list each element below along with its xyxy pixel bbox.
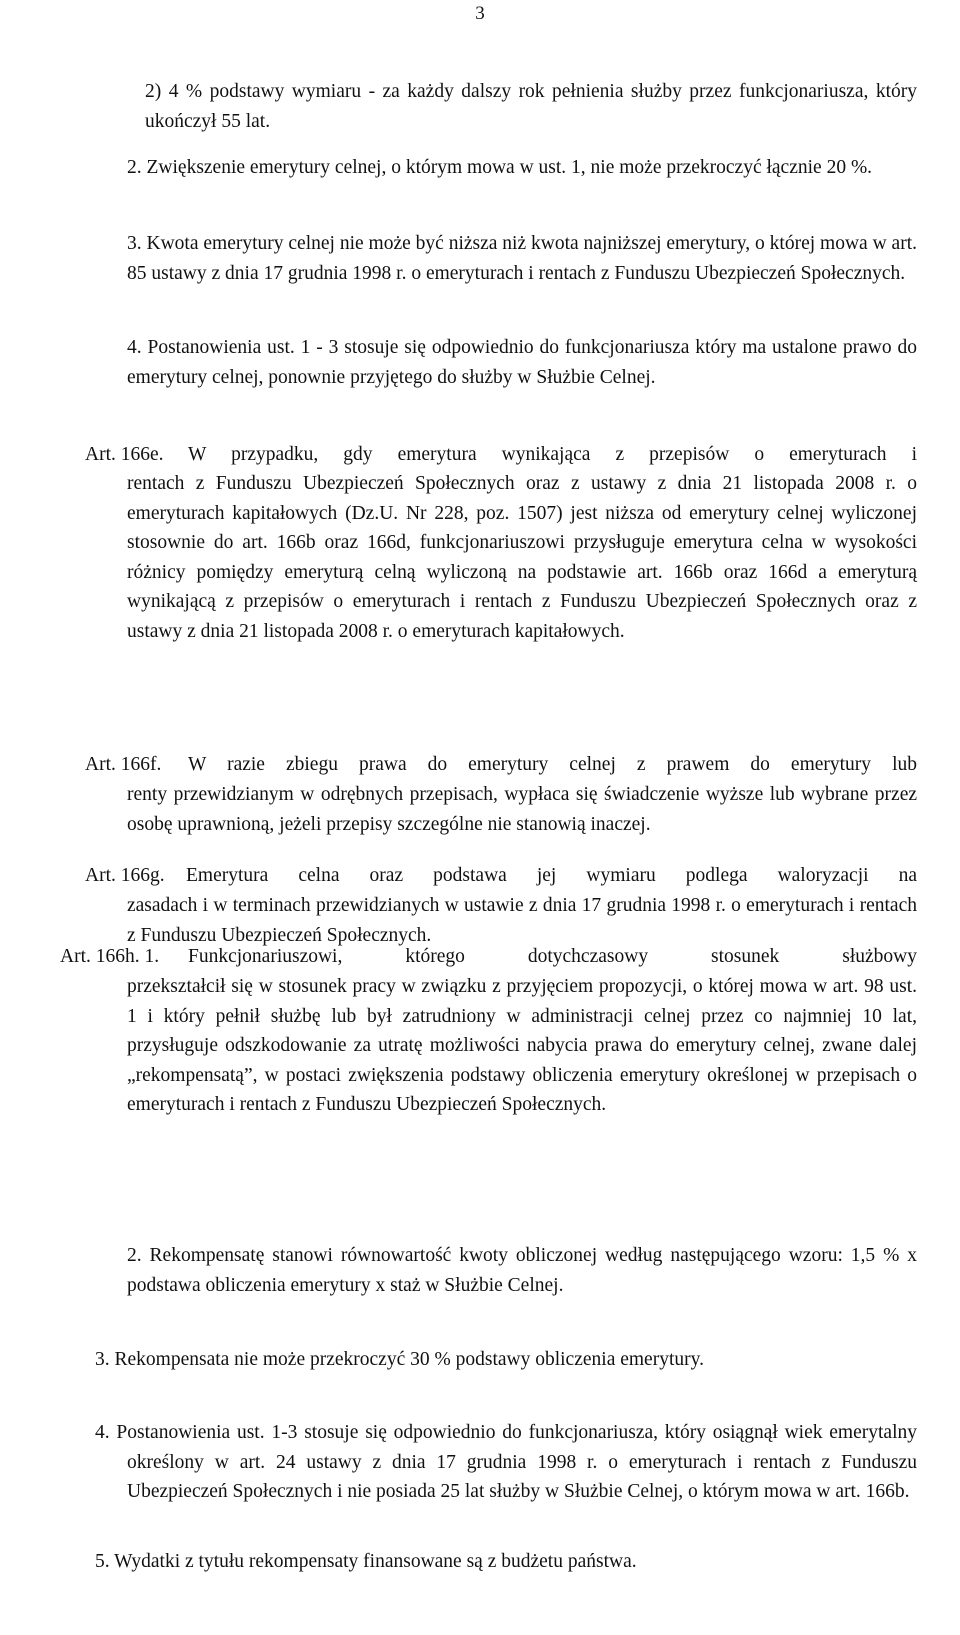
article-166h-ust-5-text: 5. Wydatki z tytułu rekompensaty finansowane są z budżetu państwa.	[95, 1551, 637, 1572]
article-166h-ust-5	[95, 1547, 917, 1577]
article-166h-ust-2	[95, 1241, 917, 1300]
article-166f-first-line: W razie zbiegu prawa do emerytury celnej z prawem do emerytury lub	[188, 754, 917, 775]
article-166g-label: Art. 166g.	[85, 865, 165, 886]
page-number: 3	[475, 3, 485, 24]
article-166e-first-line: W przypadku, gdy emerytura wynikająca z przepisów o emeryturach i	[188, 444, 917, 465]
article-166h-ust-4-text: 4. Postanowienia ust. 1-3 stosuje się odpowiednio do funkcjonariusza, który osiągnął wiek emerytalny określony w art. 24 ustawy z dnia 17 grudnia 1998 r. o emeryturach i rentach z Funduszu Ubezpieczeń Społecznych i nie posiada 25 lat służby w Służbie Celnej, o którym mowa w art. 166b.	[95, 1422, 917, 1502]
article-166g-text: zasadach i w terminach przewidzianych w ustawie z dnia 17 grudnia 1998 r. o emeryturach i rentach z Funduszu Ubezpieczeń Społecznych.	[127, 895, 917, 946]
article-166h-first-line: Funkcjonariuszowi, którego dotychczasowy stosunek służbowy	[188, 946, 917, 967]
article-166g-first-line: Emerytura celna oraz podstawa jej wymiaru podlega waloryzacji na	[186, 865, 917, 886]
paragraph-ust-4: 4. Postanowienia ust. 1 - 3 stosuje się odpowiednio do funkcjonariusza który ma ustalone prawo do emerytury celnej, ponownie przyjętego do służby w Służbie Celnej.	[127, 337, 917, 388]
article-166e-label: Art. 166e.	[85, 444, 164, 465]
article-166h-text: przekształcił się w stosunek pracy w związku z przyjęciem propozycji, o której mowa w art. 98 ust. 1 i który pełnił służbę lub był zatrudniony w administracji celnej przez co najmniej 10 lat, przysługuje odszkodowanie za utratę możliwości nabycia prawa do emerytury celnej, zwane dalej „rekompensatą”, w postaci zwiększenia podstawy obliczenia emerytury określonej w przepisach o emeryturach i rentach z Funduszu Ubezpieczeń Społecznych.	[127, 976, 917, 1115]
paragraph-ust-2: 2. Zwiększenie emerytury celnej, o którym mowa w ust. 1, nie może przekroczyć łącznie 20 %.	[127, 157, 873, 178]
paragraph-2-item-2: 2) 4 % podstawy wymiaru - za każdy dalszy rok pełnienia służby przez funkcjonariusza, który ukończył 55 lat.	[145, 81, 917, 132]
paragraph-ust-3: 3. Kwota emerytury celnej nie może być niższa niż kwota najniższej emerytury, o której mowa w art. 85 ustawy z dnia 17 grudnia 1998 r. o emeryturach i rentach z Funduszu Ubezpieczeń Społecznych.	[127, 233, 917, 284]
article-166f-text: renty przewidzianym w odrębnych przepisach, wypłaca się świadczenie wyższe lub wybrane przez osobę uprawnioną, jeżeli przepisy szczególne nie stanowią inaczej.	[127, 784, 917, 835]
article-166f-label: Art. 166f.	[85, 754, 162, 775]
article-166h-ust-2-text: 2. Rekompensatę stanowi równowartość kwoty obliczonej według następującego wzoru: 1,5 % x podstawa obliczenia emerytury x staż w Służbie Celnej.	[127, 1245, 917, 1296]
article-166h-ust-3-text: 3. Rekompensata nie może przekroczyć 30 % podstawy obliczenia emerytury.	[95, 1349, 704, 1370]
article-166e-text: rentach z Funduszu Ubezpieczeń Społecznych oraz z ustawy z dnia 21 listopada 2008 r. o emeryturach kapitałowych (Dz.U. Nr 228, poz. 1507) jest niższa od emerytury celnej wyliczonej stosownie do art. 166b oraz 166d, funkcjonariuszowi przysługuje emerytura celna w wysokości różnicy pomiędzy emeryturą celną wyliczoną na podstawie art. 166b oraz 166d a emeryturą wynikającą z przepisów o emeryturach i rentach z Funduszu Ubezpieczeń Społecznych oraz z ustawy z dnia 21 listopada 2008 r. o emeryturach kapitałowych.	[127, 473, 917, 642]
article-166h-label: Art. 166h. 1.	[60, 946, 160, 967]
article-166h-ust-4	[95, 1418, 917, 1507]
article-166h-ust-3	[95, 1345, 917, 1375]
